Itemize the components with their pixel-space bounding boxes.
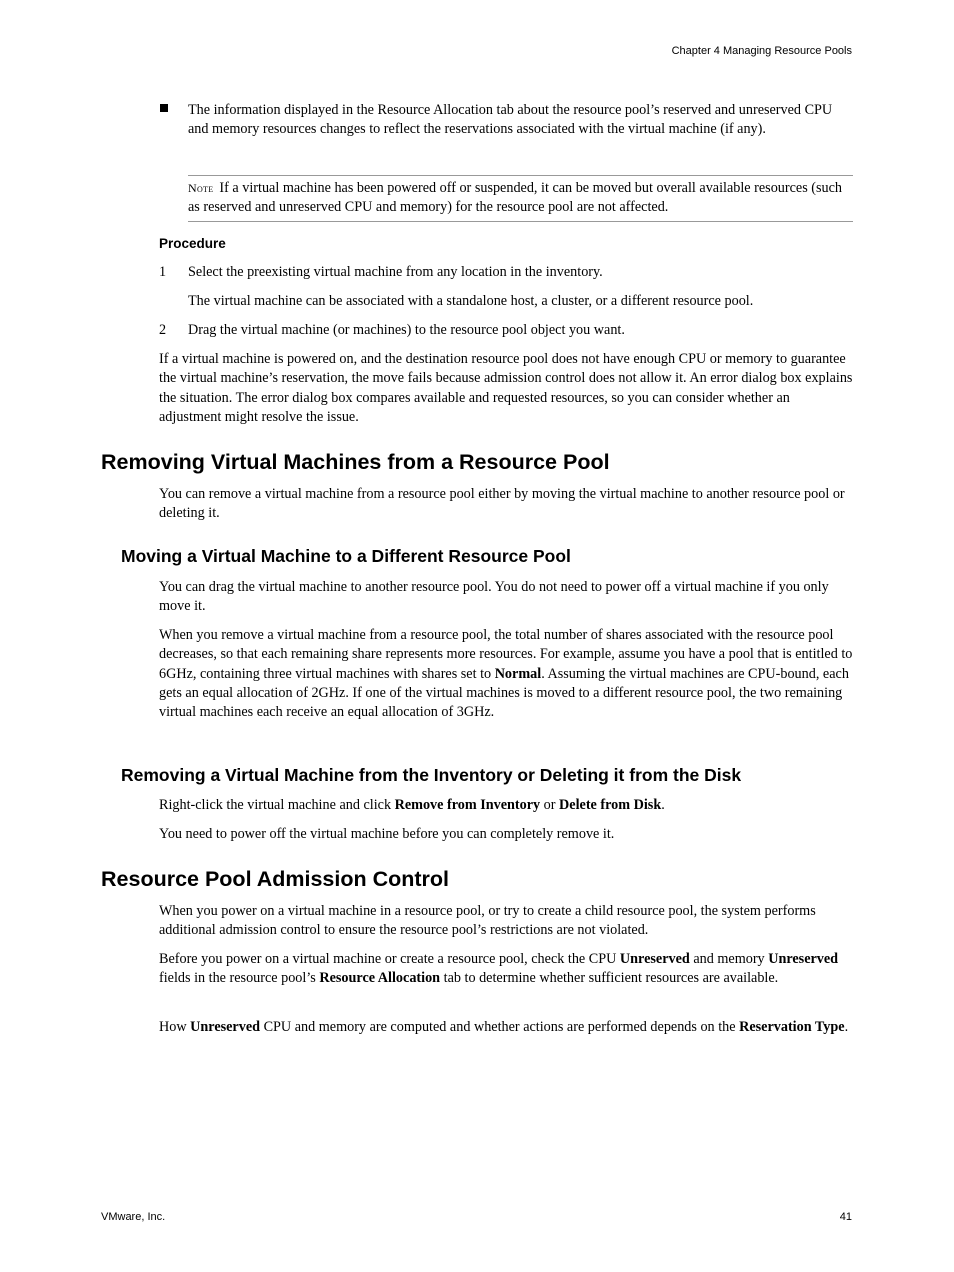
paragraph [159,950,855,989]
subsection-heading: Moving a Virtual Machine to a Different Resource Pool [121,546,571,566]
step-number: 2 [159,322,167,338]
text-run: Before you power on a virtual machine or create a resource pool, check the CPU [159,951,620,967]
text-run: . [661,797,665,813]
procedure-heading: Procedure [159,236,226,251]
text-run: CPU and memory are computed and whether actions are performed depends on the [260,1019,740,1035]
text-run: . [844,1019,849,1035]
bold-term: Unreserved [619,951,690,967]
bullet-paragraph: The information displayed in the Resource Allocation tab about the resource pool’s reserved and unreserved CPU and memory resources changes to reflect the reservations associated with the virtual machine (if any). [188,102,833,138]
procedure-result-paragraph: If a virtual machine is powered on, and the destination resource pool does not have enough CPU or memory to guarantee the virtual machine’s reservation, the move fails because admission control does not allow it. An error dialog box explains the situation. The error dialog box compares available and requested resources, so you can consider whether an adjustment might resolve the issue. [159,351,853,425]
text-run: How [159,1019,191,1035]
bold-term: Normal [494,665,542,682]
text-run: fields in the resource pool’s [159,970,320,987]
subsection-heading: Removing a Virtual Machine from the Inventory or Deleting it from the Disk [121,765,742,785]
bold-term: Unreserved [190,1019,261,1035]
bold-term: Remove from Inventory [394,797,541,813]
note-label: Note [188,181,214,195]
paragraph: You can drag the virtual machine to another resource pool. You do not need to power off a virtual machine if you only move it. [159,579,829,615]
note-text: If a virtual machine has been powered off or suspended, it can be moved but overall available resources (such as reserved and unreserved CPU and memory) for the resource pool are not affected. [188,180,842,216]
paragraph [159,796,855,815]
step-text: Drag the virtual machine (or machines) to the resource pool object you want. [188,322,625,338]
paragraph: When you power on a virtual machine in a resource pool, or try to create a child resource pool, the system performs additional admission control to ensure the resource pool’s restrictions are not violated. [159,903,816,939]
paragraph [159,626,855,722]
page-number: 41 [839,1211,852,1223]
paragraph: You need to power off the virtual machine before you can completely remove it. [159,826,615,842]
section-heading: Resource Pool Admission Control [101,867,450,891]
text-run: Right-click the virtual machine and click [159,797,395,813]
section-heading: Removing Virtual Machines from a Resource Pool [101,450,610,474]
bold-term: Reservation Type [739,1019,845,1035]
paragraph [159,1018,855,1037]
running-header: Chapter 4 Managing Resource Pools [671,45,852,57]
bullet-square-icon [160,104,168,112]
step-detail: The virtual machine can be associated with a standalone host, a cluster, or a different resource pool. [188,293,754,309]
note-box [188,175,853,222]
text-run: When you remove a virtual machine from a resource pool, the total number of shares associated with the resource pool decreases, so that each remaining share represents more resources. For example, assume you have a pool that is entitled to 6GHz, containing three virtual machines with shares set to [159,627,853,682]
text-run: . Assuming the virtual machines are CPU-bound, each gets an equal allocation of 2GHz. If one of the virtual machines is moved to a different resource pool, the two remaining virtual machines each receive an equal allocation of 3GHz. [159,665,849,721]
text-run: or [540,797,560,813]
section-intro: You can remove a virtual machine from a resource pool either by moving the virtual machine to another resource pool or deleting it. [159,486,845,522]
footer-company: VMware, Inc. [101,1211,166,1223]
bold-term: Delete from Disk [559,797,662,813]
step-text: Select the preexisting virtual machine from any location in the inventory. [188,264,603,280]
step-number: 1 [159,264,167,280]
text-run: and memory [689,951,769,967]
bold-term: Unreserved [768,951,839,967]
bold-term: Resource Allocation [319,970,441,987]
text-run: tab to determine whether sufficient resources are available. [440,970,779,987]
